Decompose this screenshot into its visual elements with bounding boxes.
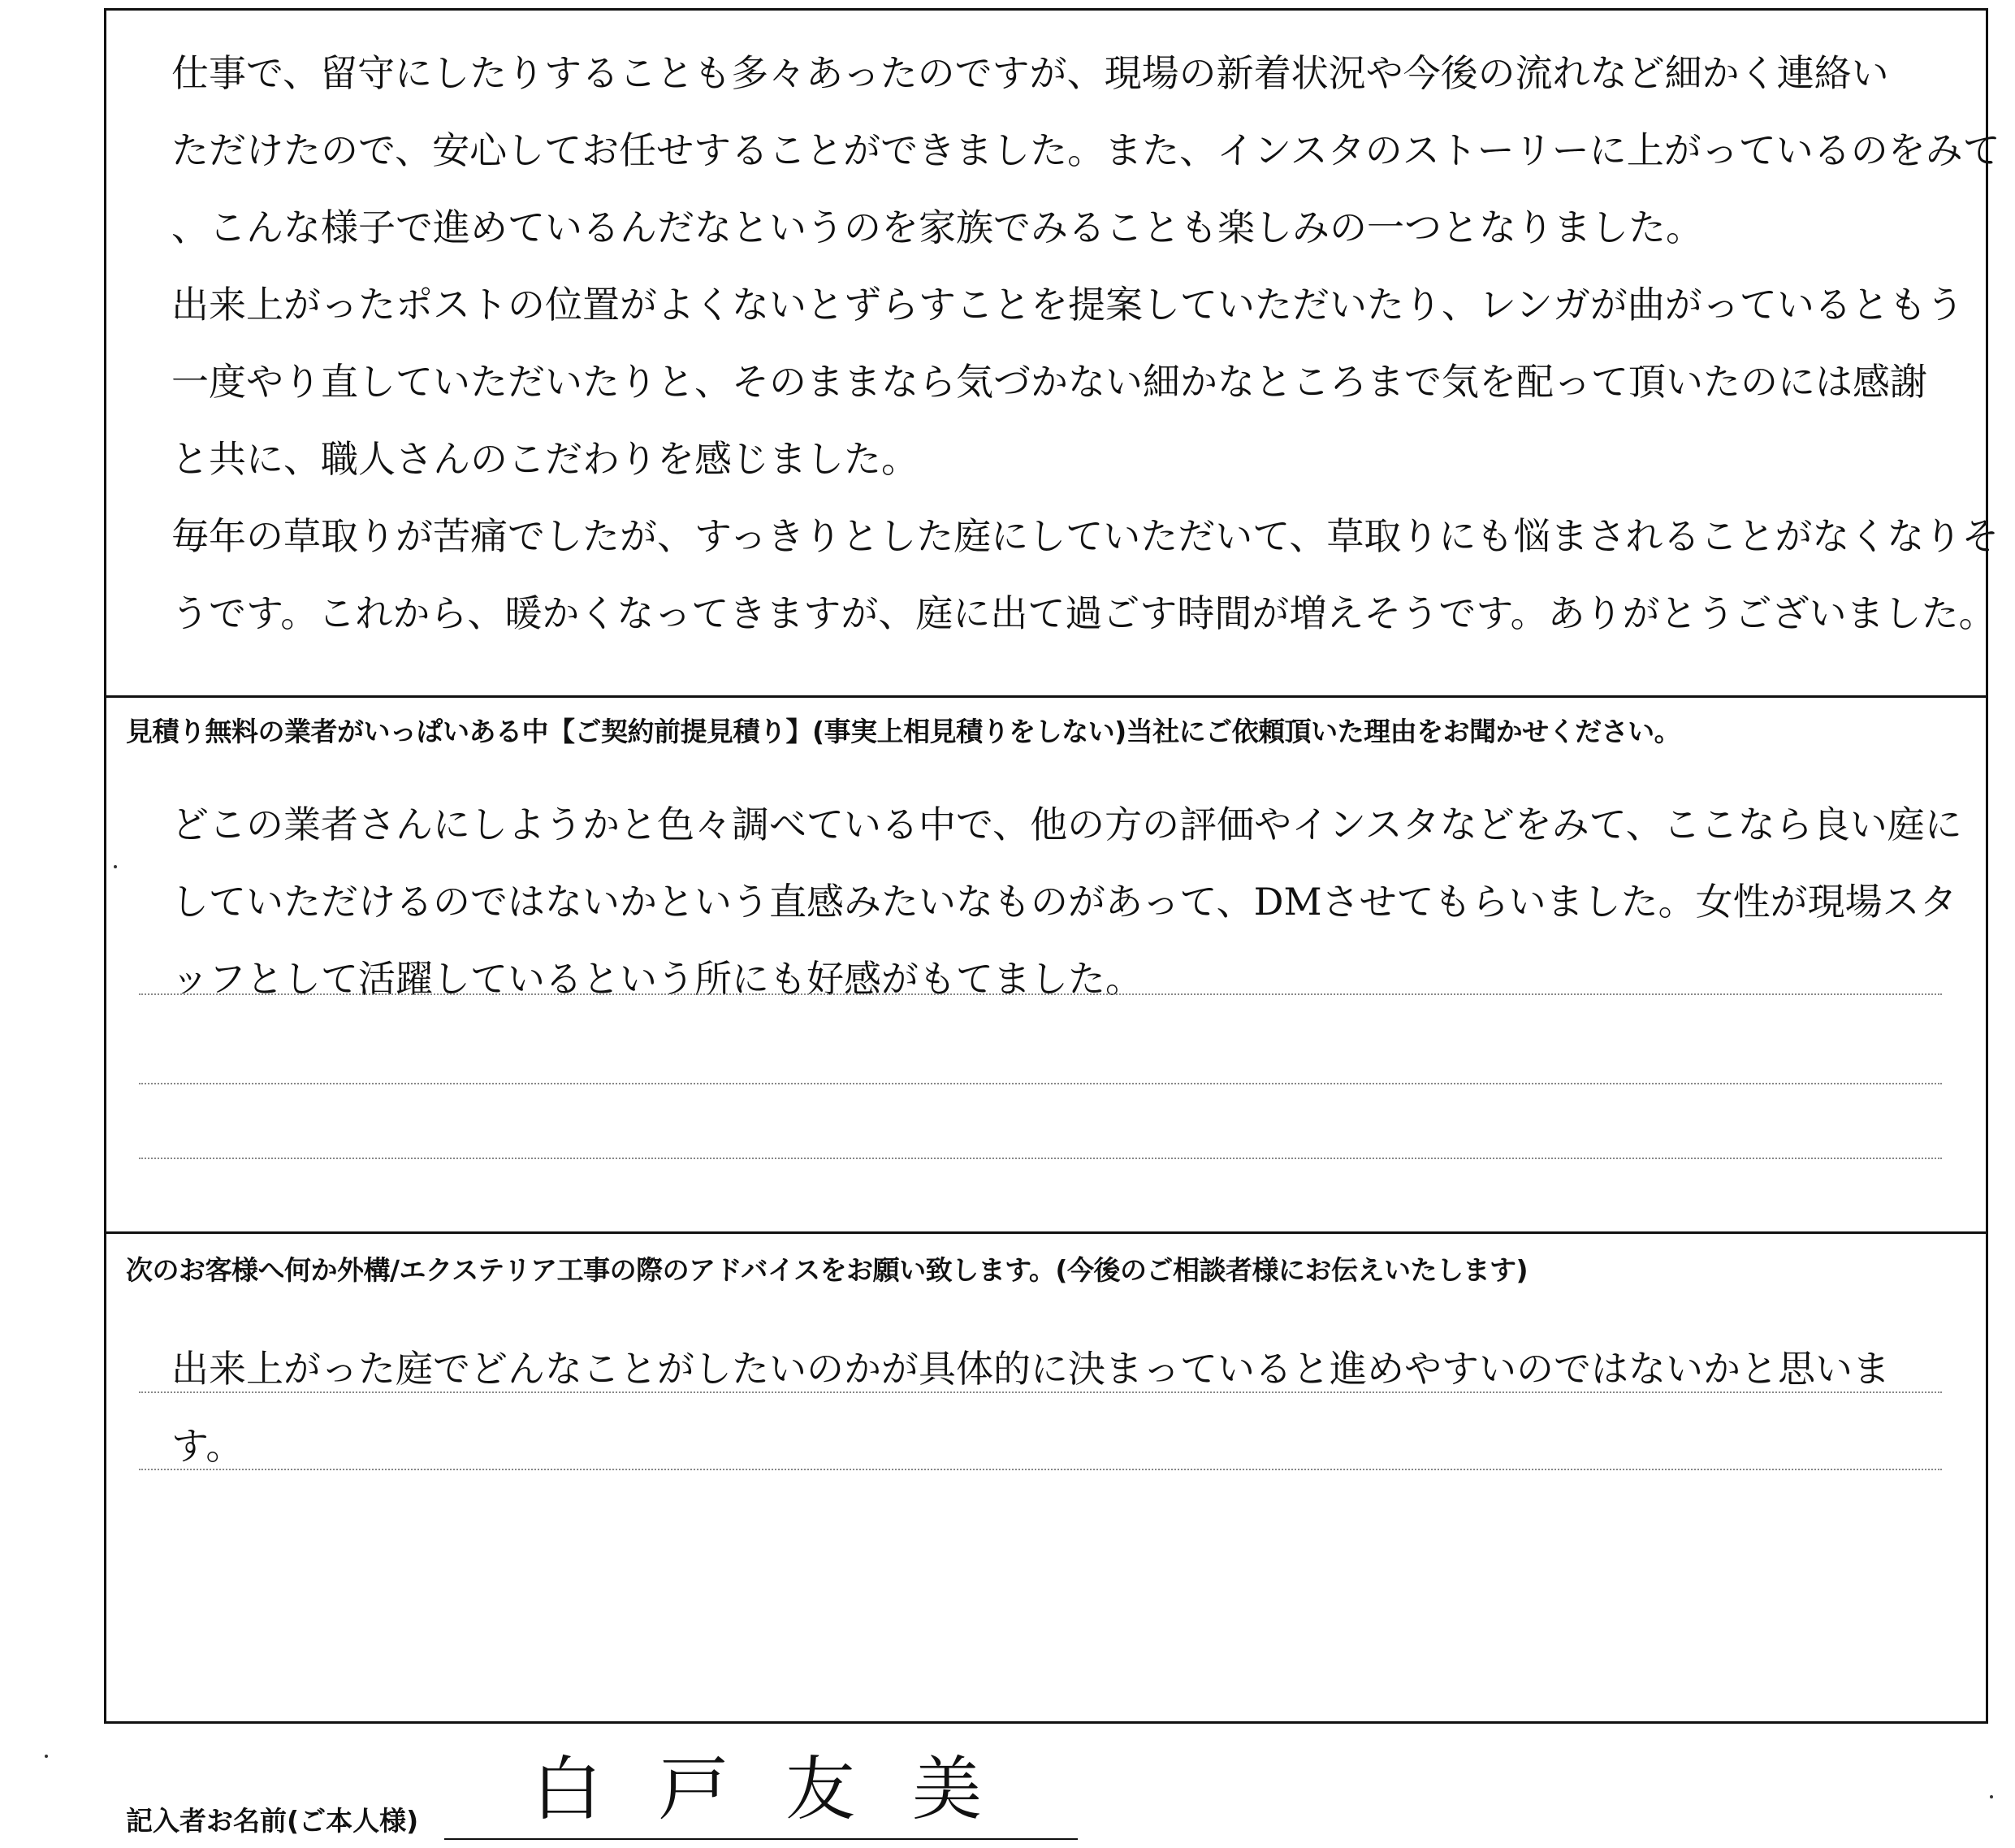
section2-question: 見積り無料の業者がいっぱいある中【ご契約前提見積り】(事実上相見積りをしない)当社にご依頼頂いた理由をお聞かせください。 — [126, 716, 1681, 747]
survey-form-frame — [104, 8, 2000, 1724]
writing-guide-line — [139, 1083, 1942, 1084]
answer-line: ただけたので、安心してお任せすることができました。また、インスタのストーリーに上がっているのをみて — [171, 128, 2000, 172]
section3-answer — [171, 1331, 1942, 1485]
section1-answer — [171, 35, 2000, 652]
answer-line: 出来上がったポストの位置がよくないとずらすことを提案していただいたり、レンガが曲がっているともう — [171, 283, 1964, 327]
writing-guide-line — [139, 993, 1942, 995]
answer-line: ッフとして活躍しているという所にも好感がもてました。 — [171, 957, 1143, 1001]
answer-line: す。 — [171, 1424, 244, 1468]
respondent-name-row — [126, 1749, 1100, 1848]
name-label: 記入者お名前(ご本人様) — [126, 1805, 419, 1837]
scan-speck — [45, 1755, 48, 1758]
scan-speck — [1990, 1795, 1993, 1798]
section-divider — [106, 1231, 1986, 1234]
answer-line: 、こんな様子で進めているんだなというのを家族でみることも楽しみの一つとなりました。 — [171, 206, 1703, 249]
section3-question: 次のお客様へ何か外構/エクステリア工事の際のアドバイスをお願い致します。(今後のご相談者様にお伝えいたします) — [126, 1254, 1529, 1286]
section2-answer — [171, 786, 1962, 1018]
answer-line: 一度やり直していただいたりと、そのままなら気づかない細かなところまで気を配って頂いたのには感謝 — [171, 360, 1927, 404]
answer-line: 出来上がった庭でどんなことがしたいのかが具体的に決まっていると進めやすいのではないかと思いま — [171, 1347, 1890, 1391]
section-divider — [106, 695, 1986, 698]
handwritten-signature: 白戸友美 — [532, 1749, 1039, 1830]
answer-line: 毎年の草取りが苦痛でしたが、すっきりとした庭にしていただいて、草取りにも悩まされることがなくなりそ — [171, 514, 2000, 558]
answer-line: どこの業者さんにしようかと色々調べている中で、他の方の評価やインスタなどをみて、ここなら良い庭に — [171, 803, 1962, 846]
name-underline — [444, 1838, 1078, 1840]
answer-line: と共に、職人さんのこだわりを感じました。 — [171, 437, 919, 481]
answer-line: うです。これから、暖かくなってきますが、庭に出て過ごす時間が増えそうです。ありがとうございました。 — [171, 591, 1996, 635]
scan-speck — [114, 865, 117, 868]
writing-guide-line — [139, 1391, 1942, 1393]
answer-line: 仕事で、留守にしたりすることも多々あったのですが、現場の新着状況や今後の流れなど細かく連絡い — [171, 51, 1889, 95]
writing-guide-line — [139, 1469, 1942, 1470]
answer-line: していただけるのではないかという直感みたいなものがあって、DMさせてもらいました。女性が現場スタ — [171, 880, 1957, 924]
writing-guide-line — [139, 1158, 1942, 1159]
